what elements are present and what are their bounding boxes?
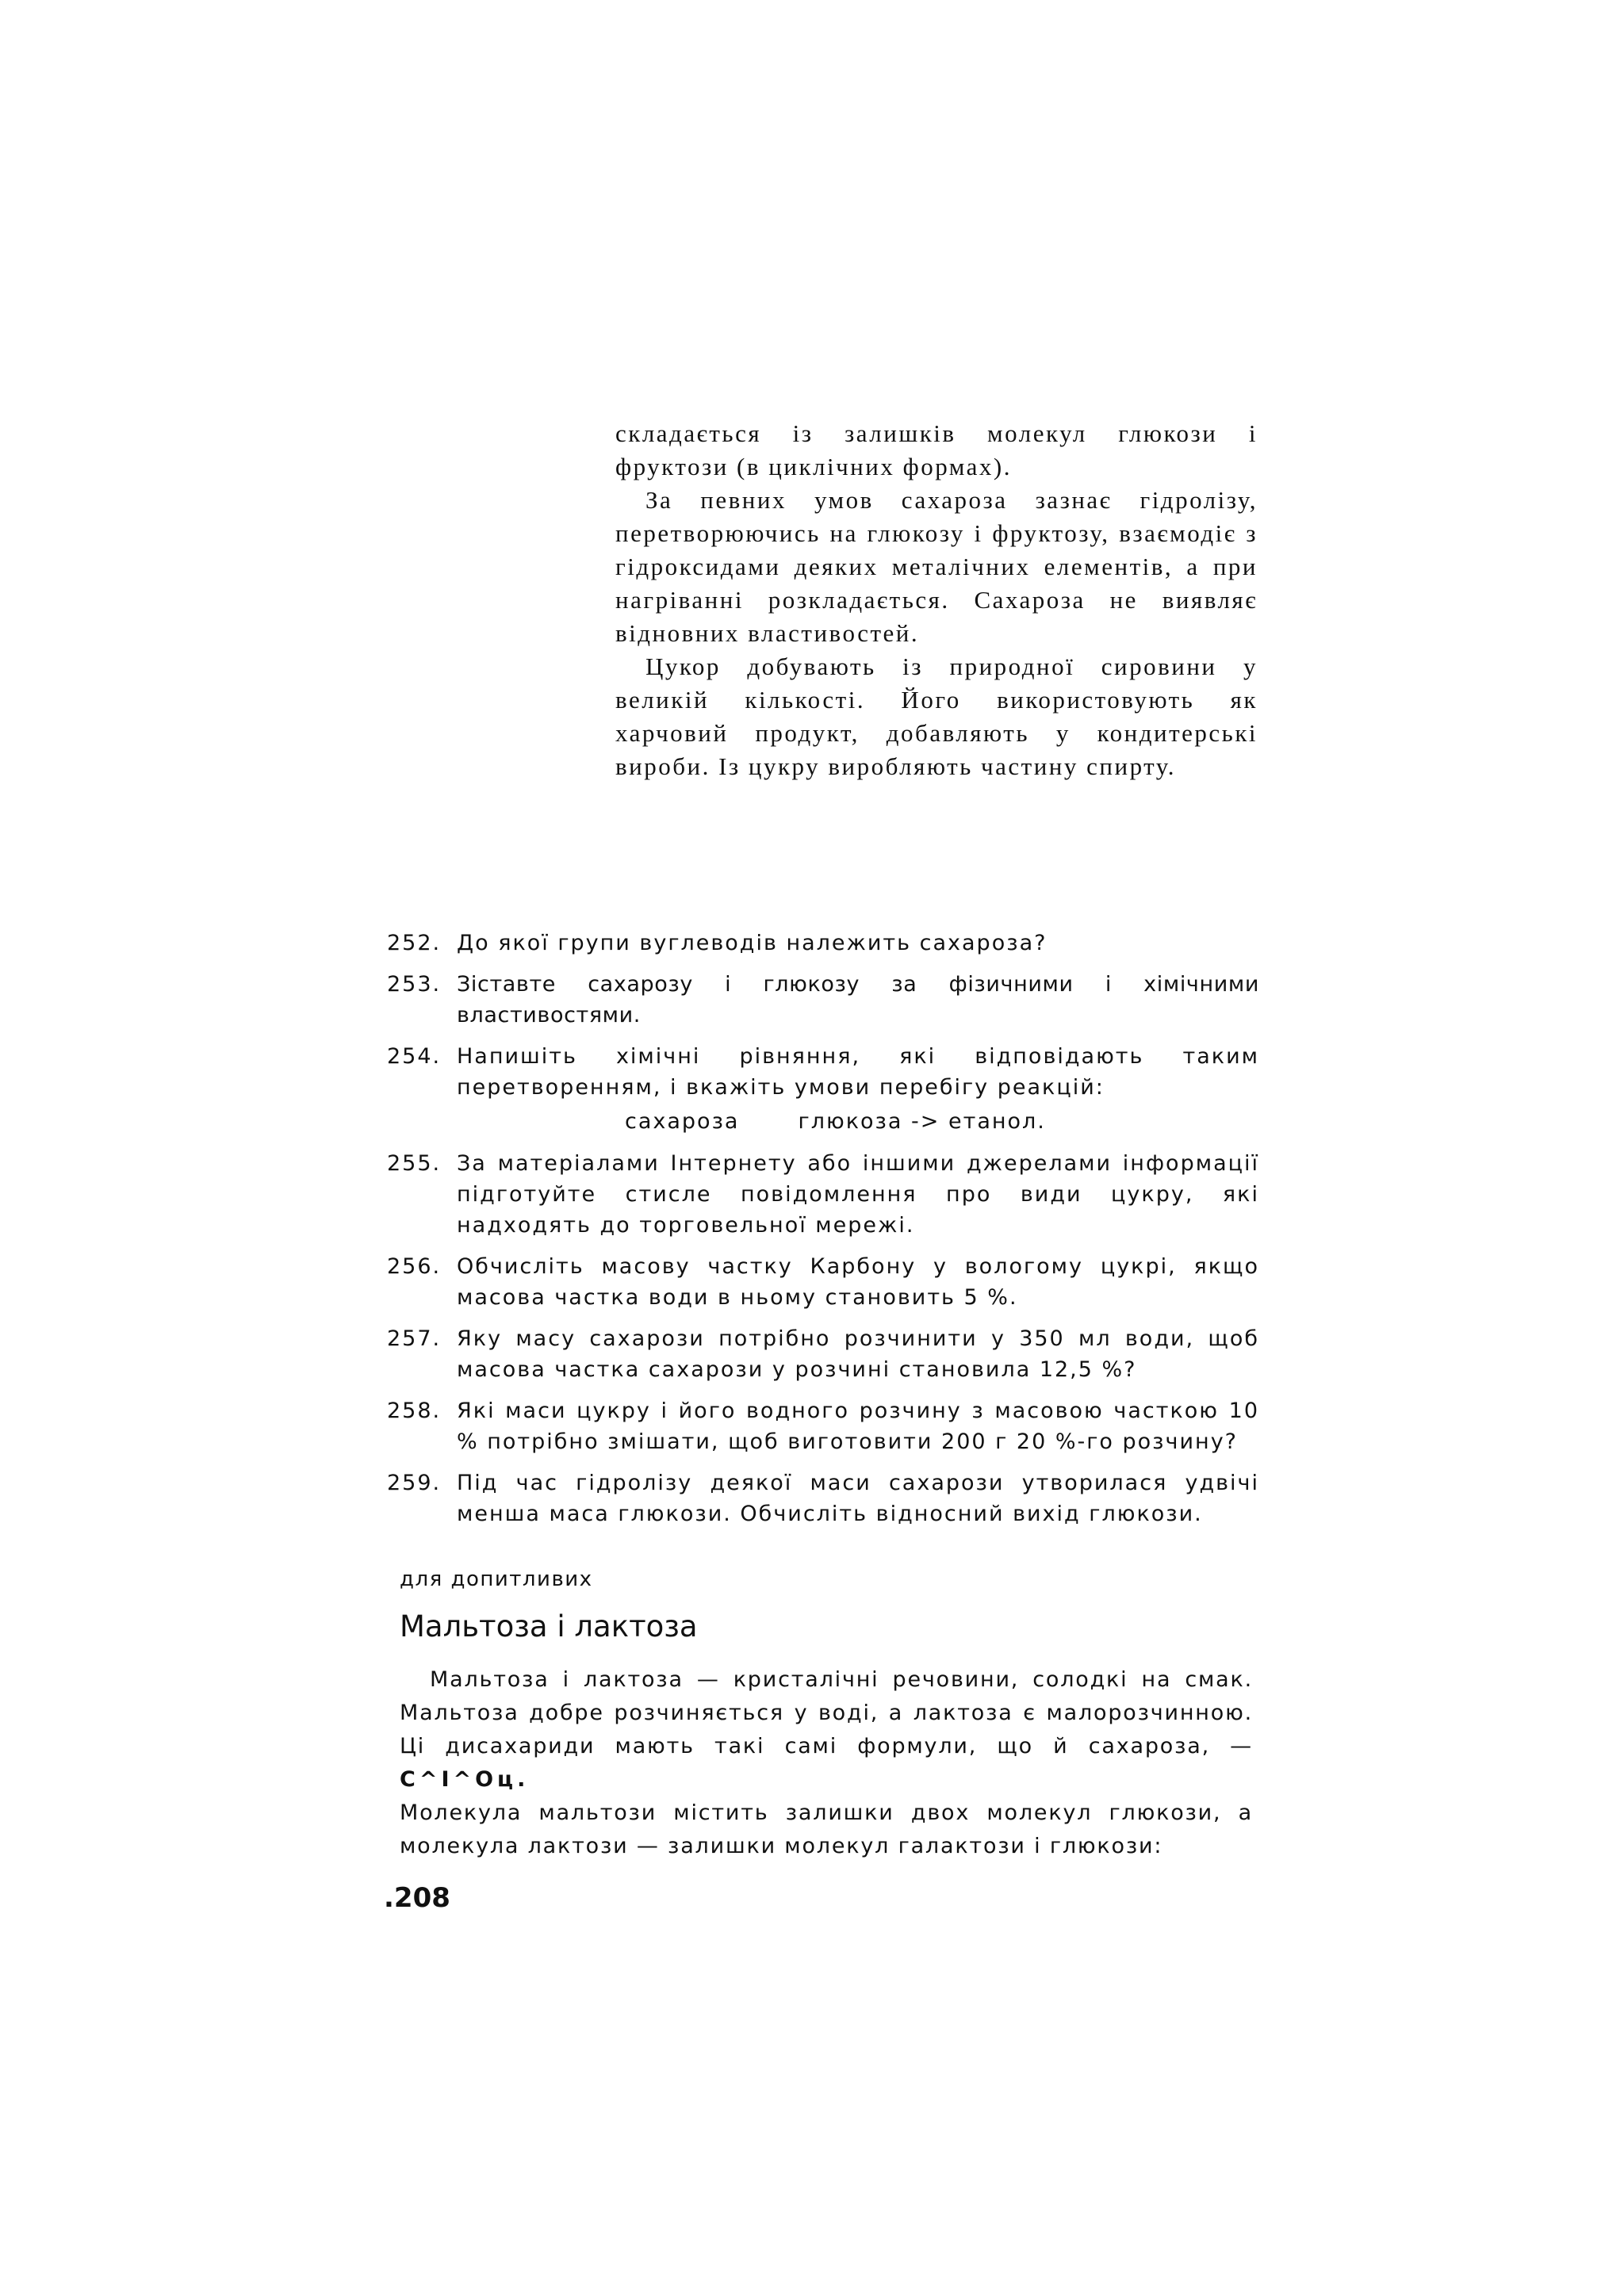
transformation-scheme: сахароза глюкоза -> етанол.	[625, 1109, 1046, 1134]
intro-paragraph-3: Цукор добувають із природної сировини у великій кількості. Його використовують як харчовий продукт, добавляють у кондитерські вироби. Із цукру виробляють частину спирту.	[615, 652, 1258, 780]
exercise-text: Під час гідролізу деякої маси сахарози утворилася удвічі менша маса глюкози. Обчисліть відносний вихід глюкози.	[457, 1471, 1259, 1526]
exercise-item	[387, 969, 1259, 1031]
exercise-number: 254.	[387, 1044, 442, 1069]
exercise-item	[387, 1148, 1259, 1241]
exercise-number: 257.	[387, 1326, 442, 1351]
exercise-number: 252.	[387, 931, 442, 955]
exercise-number: 259.	[387, 1471, 442, 1495]
exercise-list	[387, 928, 1259, 1540]
section-title: Мальтоза і лактоза	[400, 1609, 698, 1644]
page-number: .208	[384, 1882, 450, 1914]
exercise-item	[387, 1251, 1259, 1313]
intro-paragraph-1: складається із залишків молекул глюкози і фруктози (в циклічних формах).	[615, 419, 1258, 480]
exercise-text: За матеріалами Інтернету або іншими джерелами інформації підготуйте стисле повідомлення про види цукру, які надходять до торговельної мережі.	[457, 1151, 1259, 1238]
section-body	[400, 1663, 1253, 1863]
exercise-item	[387, 1468, 1259, 1529]
section-paragraph-1	[400, 1663, 1253, 1797]
section-paragraph-1-text: Мальтоза і лактоза — кристалічні речовини, солодкі на смак. Мальтоза добре розчиняється у воді, а лактоза є малорозчинною. Ці дисахариди мають такі самі формули, що й сахароза, —	[400, 1667, 1253, 1758]
exercise-item	[387, 1041, 1259, 1103]
exercise-text: Які маси цукру і його водного розчину з масовою часткою 10 % потрібно змішати, щоб виготовити 200 г 20 %-го розчину?	[457, 1399, 1259, 1454]
exercise-text: До якої групи вуглеводів належить сахароза?	[457, 931, 1048, 955]
exercise-text: Зіставте сахарозу і глюкозу за фізичними і хімічними властивостями.	[457, 972, 1259, 1027]
intro-text	[615, 417, 1258, 783]
section-label: для допитливих	[400, 1567, 593, 1591]
exercise-text: Обчисліть масову частку Карбону у вологому цукрі, якщо масова частка води в ньому становить 5 %.	[457, 1254, 1259, 1310]
intro-paragraph-2: За певних умов сахароза зазнає гідролізу, перетворюючись на глюкозу і фруктозу, взаємодіє з гідроксидами деяких металічних елементів, а при нагріванні розкладається. Сахароза не виявляє відновних властивостей.	[615, 486, 1258, 647]
exercise-text: Напишіть хімічні рівняння, які відповідають таким перетворенням, і вкажіть умови перебігу реакцій:	[457, 1044, 1259, 1100]
exercise-text: Яку масу сахарози потрібно розчинити у 350 мл води, щоб масова частка сахарози у розчині становила 12,5 %?	[457, 1326, 1259, 1382]
exercise-item	[387, 1323, 1259, 1385]
exercise-item	[387, 928, 1259, 959]
exercise-number: 253.	[387, 972, 442, 997]
disaccharide-formula: C^I^Oц.	[400, 1767, 530, 1792]
exercise-number: 256.	[387, 1254, 442, 1279]
exercise-number: 258.	[387, 1399, 442, 1423]
section-paragraph-2: Молекула мальтози містить залишки двох молекул глюкози, а молекула лактози — залишки молекул галактози і глюкози:	[400, 1800, 1253, 1858]
exercise-number: 255.	[387, 1151, 442, 1176]
exercise-item	[387, 1395, 1259, 1457]
